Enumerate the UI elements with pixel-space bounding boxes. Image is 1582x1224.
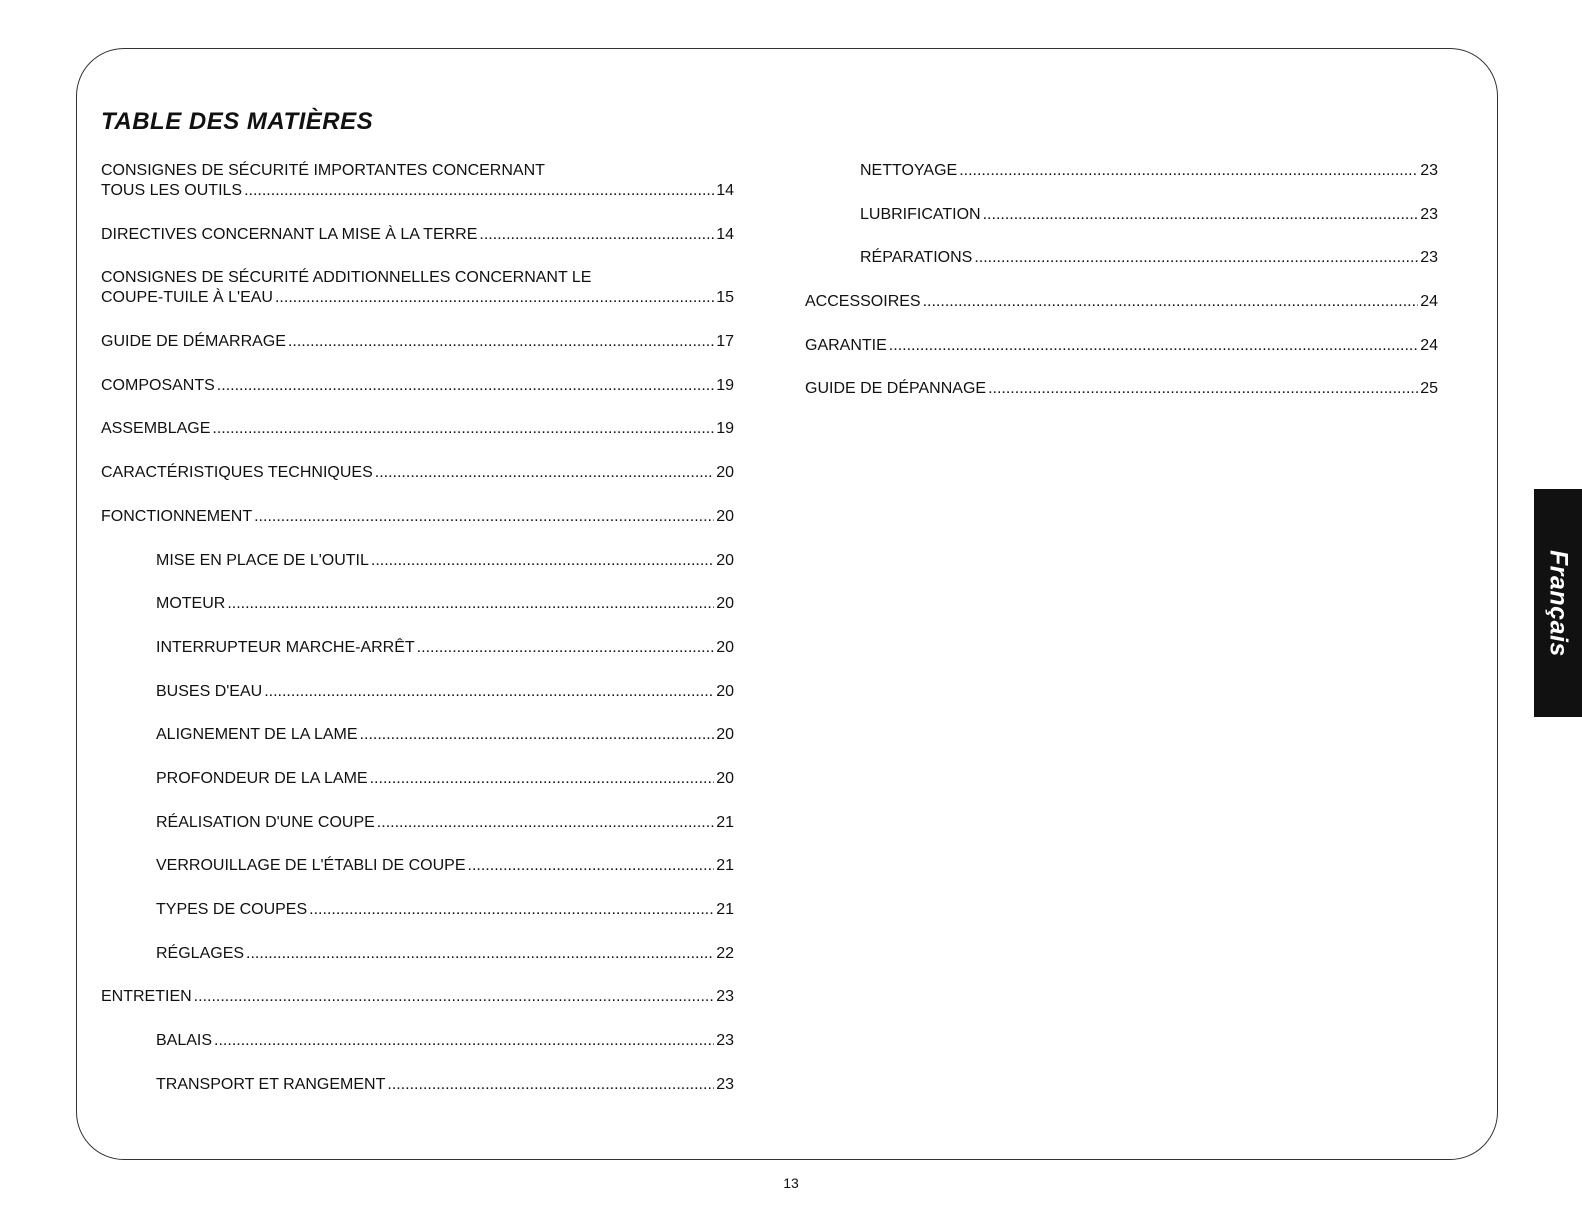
dot-leader bbox=[288, 332, 714, 352]
toc-entry-line bbox=[805, 379, 1438, 399]
toc-entry-label: ALIGNEMENT DE LA LAME bbox=[156, 726, 358, 744]
toc-entry bbox=[101, 594, 734, 614]
dot-leader bbox=[217, 376, 714, 396]
toc-entry-line bbox=[156, 1031, 734, 1051]
toc-entry-line bbox=[101, 288, 734, 308]
dot-leader bbox=[988, 379, 1418, 399]
dot-leader bbox=[254, 507, 714, 527]
toc-entry-label: ASSEMBLAGE bbox=[101, 420, 211, 438]
dot-leader bbox=[370, 769, 715, 789]
dot-leader bbox=[417, 638, 715, 658]
toc-entry-label: VERROUILLAGE DE L'ÉTABLI DE COUPE bbox=[156, 857, 466, 875]
toc-right-column bbox=[805, 161, 1438, 423]
dot-leader bbox=[375, 463, 714, 483]
toc-entry-line bbox=[101, 181, 734, 201]
toc-entry-label: RÉPARATIONS bbox=[860, 249, 973, 267]
page-title: TABLE DES MATIÈRES bbox=[101, 108, 374, 135]
toc-entry-label: RÉGLAGES bbox=[156, 944, 245, 962]
toc-entry bbox=[101, 551, 734, 571]
dot-leader bbox=[212, 419, 714, 439]
toc-entry-page: 17 bbox=[716, 333, 734, 351]
toc-entry-line bbox=[101, 376, 734, 396]
toc-entry-label: BALAIS bbox=[156, 1032, 213, 1050]
toc-entry bbox=[805, 248, 1438, 268]
toc-entry-label-line1: CONSIGNES DE SÉCURITÉ IMPORTANTES CONCERNANT bbox=[101, 162, 545, 179]
toc-entry-label: GUIDE DE DÉMARRAGE bbox=[101, 333, 286, 351]
toc-entry-page: 20 bbox=[716, 638, 734, 656]
dot-leader bbox=[387, 1075, 714, 1095]
toc-entry-page: 19 bbox=[716, 420, 734, 438]
toc-entry-page: 20 bbox=[716, 595, 734, 613]
toc-entry bbox=[101, 376, 734, 396]
toc-entry bbox=[805, 161, 1438, 181]
toc-entry-label: MISE EN PLACE DE L'OUTIL bbox=[156, 551, 369, 569]
toc-entry-page: 14 bbox=[716, 182, 734, 199]
toc-entry-line bbox=[156, 638, 734, 658]
toc-entry bbox=[101, 900, 734, 920]
toc-entry-label: COUPE-TUILE À L'EAU bbox=[101, 289, 273, 307]
toc-entry-page: 20 bbox=[716, 769, 734, 787]
page-number: 13 bbox=[783, 1175, 799, 1191]
toc-entry-label: COMPOSANTS bbox=[101, 376, 215, 394]
dot-leader bbox=[959, 161, 1418, 181]
toc-entry-line bbox=[156, 856, 734, 876]
toc-entry-page: 15 bbox=[716, 289, 734, 307]
dot-leader bbox=[244, 181, 714, 201]
toc-entry bbox=[805, 292, 1438, 312]
dot-leader bbox=[275, 288, 714, 308]
toc-entry-page: 23 bbox=[1420, 205, 1438, 223]
toc-entry bbox=[101, 268, 734, 308]
toc-entry-label: LUBRIFICATION bbox=[860, 205, 981, 223]
toc-entry-label: MOTEUR bbox=[156, 595, 226, 613]
toc-entry-line bbox=[805, 336, 1438, 356]
toc-entry-page: 23 bbox=[716, 1075, 734, 1093]
toc-left-column bbox=[101, 161, 734, 1118]
toc-entry-line bbox=[101, 463, 734, 483]
toc-entry bbox=[101, 463, 734, 483]
toc-entry-page: 23 bbox=[1420, 249, 1438, 267]
toc-entry-page: 24 bbox=[1420, 293, 1438, 311]
toc-entry-line bbox=[101, 507, 734, 527]
toc-entry-page: 22 bbox=[716, 944, 734, 962]
dot-leader bbox=[194, 987, 715, 1007]
dot-leader bbox=[468, 856, 715, 876]
toc-entry bbox=[101, 987, 734, 1007]
toc-entry-page: 20 bbox=[716, 682, 734, 700]
toc-entry bbox=[805, 379, 1438, 399]
toc-entry-label: GUIDE DE DÉPANNAGE bbox=[805, 380, 987, 398]
toc-entry-line bbox=[156, 1075, 734, 1095]
toc-entry-page: 23 bbox=[1420, 162, 1438, 179]
dot-leader bbox=[246, 944, 714, 964]
toc-entry bbox=[101, 769, 734, 789]
toc-entry-page: 20 bbox=[716, 551, 734, 569]
language-tab bbox=[1534, 489, 1582, 717]
toc-entry-line bbox=[101, 225, 734, 245]
toc-entry-line bbox=[805, 292, 1438, 312]
toc-entry-page: 25 bbox=[1420, 380, 1438, 398]
dot-leader bbox=[360, 725, 715, 745]
dot-leader bbox=[309, 900, 714, 920]
toc-entry-page: 20 bbox=[716, 726, 734, 744]
toc-entry bbox=[101, 682, 734, 702]
toc-entry-page: 20 bbox=[716, 507, 734, 525]
toc-entry-label-line1: CONSIGNES DE SÉCURITÉ ADDITIONNELLES CONCERNANT LE bbox=[101, 269, 592, 287]
toc-entry-line bbox=[156, 900, 734, 920]
toc-entry bbox=[101, 813, 734, 833]
toc-entry-line bbox=[101, 419, 734, 439]
language-tab-label: Français bbox=[1544, 549, 1573, 657]
dot-leader bbox=[214, 1031, 714, 1051]
toc-entry-line bbox=[156, 594, 734, 614]
toc-entry-label: TYPES DE COUPES bbox=[156, 901, 308, 918]
toc-entry bbox=[101, 419, 734, 439]
toc-entry-label: GARANTIE bbox=[805, 336, 887, 354]
toc-entry-label: TOUS LES OUTILS bbox=[101, 182, 243, 199]
dot-leader bbox=[479, 225, 714, 245]
toc-entry-page: 20 bbox=[716, 464, 734, 482]
toc-entry-label: TRANSPORT ET RANGEMENT bbox=[156, 1075, 386, 1093]
dot-leader bbox=[227, 594, 714, 614]
toc-entry bbox=[101, 856, 734, 876]
toc-entry-line bbox=[101, 332, 734, 352]
toc-entry-line bbox=[156, 944, 734, 964]
toc-entry-page: 23 bbox=[716, 1032, 734, 1050]
toc-entry-page: 21 bbox=[716, 901, 734, 918]
toc-entry-line bbox=[156, 813, 734, 833]
toc-entry bbox=[101, 332, 734, 352]
toc-entry-label: CARACTÉRISTIQUES TECHNIQUES bbox=[101, 464, 373, 482]
toc-entry-line bbox=[156, 725, 734, 745]
dot-leader bbox=[264, 682, 714, 702]
toc-entry bbox=[101, 161, 734, 201]
dot-leader bbox=[974, 248, 1418, 268]
toc-entry-label: FONCTIONNEMENT bbox=[101, 507, 253, 525]
toc-entry bbox=[101, 944, 734, 964]
toc-entry-line bbox=[860, 161, 1438, 181]
toc-entry-line bbox=[101, 987, 734, 1007]
toc-entry bbox=[805, 336, 1438, 356]
dot-leader bbox=[889, 336, 1418, 356]
dot-leader bbox=[371, 551, 714, 571]
toc-entry-line bbox=[156, 551, 734, 571]
toc-entry-page: 23 bbox=[716, 988, 734, 1006]
toc-entry-label: DIRECTIVES CONCERNANT LA MISE À LA TERRE bbox=[101, 225, 478, 243]
toc-entry-page: 24 bbox=[1420, 336, 1438, 354]
toc-entry bbox=[101, 1075, 734, 1095]
toc-entry bbox=[101, 725, 734, 745]
toc-entry bbox=[101, 507, 734, 527]
toc-entry-label: ENTRETIEN bbox=[101, 988, 192, 1006]
toc-entry-line bbox=[156, 682, 734, 702]
toc-entry bbox=[101, 1031, 734, 1051]
toc-entry-page: 14 bbox=[716, 225, 734, 243]
toc-entry-page: 19 bbox=[716, 376, 734, 394]
dot-leader bbox=[983, 205, 1419, 225]
toc-entry-page: 21 bbox=[716, 857, 734, 875]
toc-entry-page: 21 bbox=[716, 813, 734, 831]
toc-entry-label: ACCESSOIRES bbox=[805, 293, 921, 311]
toc-entry-line bbox=[860, 205, 1438, 225]
toc-entry bbox=[101, 638, 734, 658]
toc-entry-label: NETTOYAGE bbox=[860, 162, 958, 179]
toc-entry bbox=[805, 205, 1438, 225]
toc-entry-line bbox=[156, 769, 734, 789]
toc-entry-label: RÉALISATION D'UNE COUPE bbox=[156, 813, 375, 831]
toc-entry-label: INTERRUPTEUR MARCHE-ARRÊT bbox=[156, 638, 415, 656]
toc-entry-line bbox=[860, 248, 1438, 268]
dot-leader bbox=[377, 813, 714, 833]
dot-leader bbox=[923, 292, 1419, 312]
toc-entry-label: PROFONDEUR DE LA LAME bbox=[156, 769, 368, 787]
toc-entry-label: BUSES D'EAU bbox=[156, 682, 263, 700]
toc-entry bbox=[101, 225, 734, 245]
